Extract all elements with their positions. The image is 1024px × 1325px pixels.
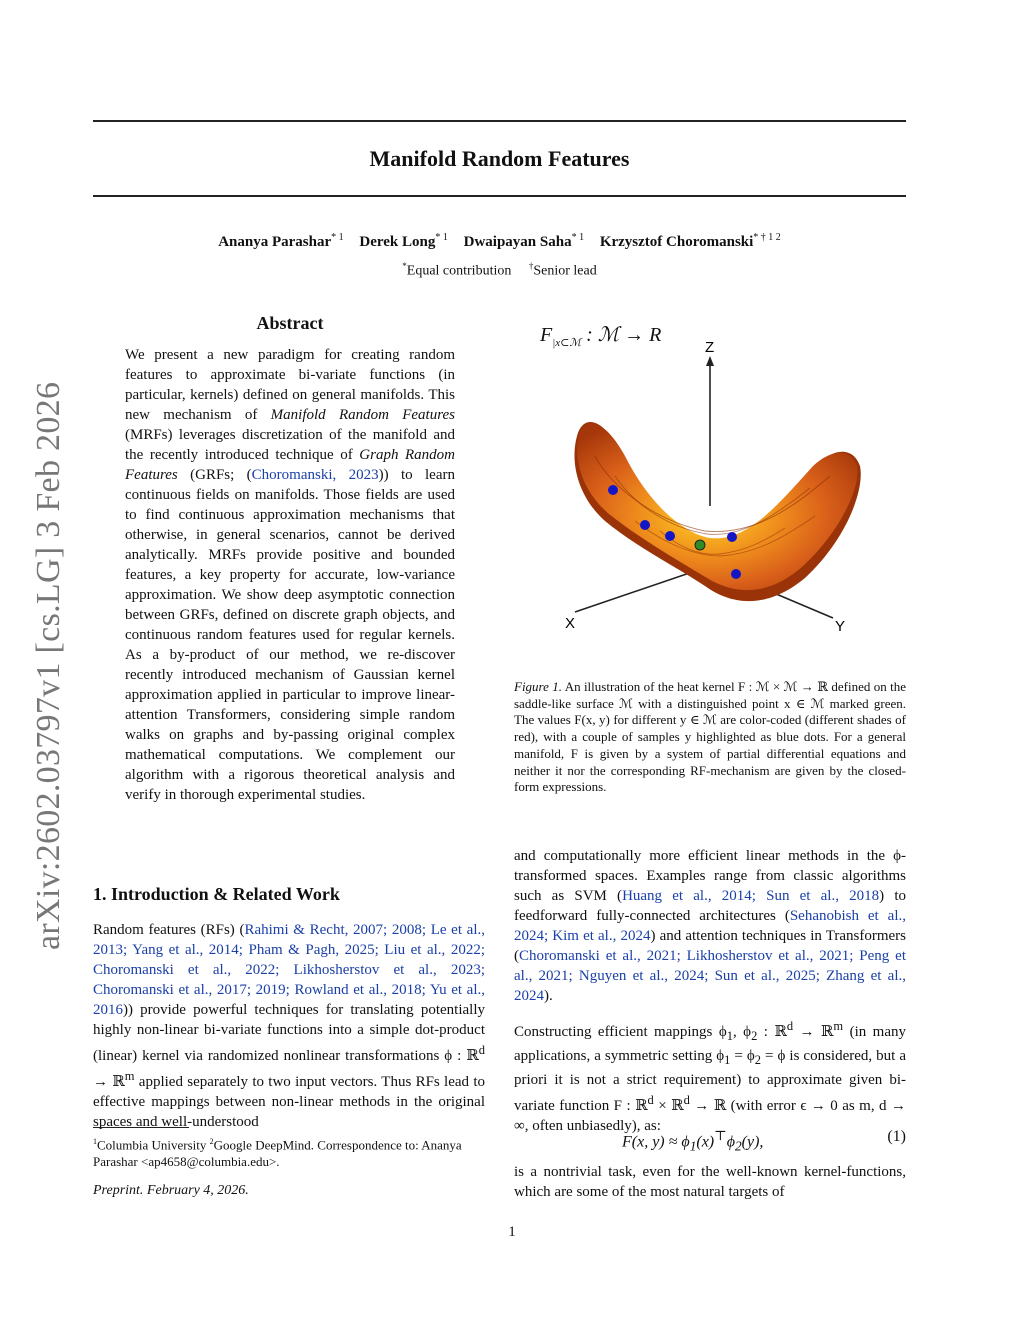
author-name: Derek Long — [359, 234, 436, 250]
author-list — [93, 232, 906, 251]
blue-sample-dot — [727, 532, 737, 542]
intro-paragraph — [93, 920, 485, 1132]
equal-contribution: Equal contribution — [406, 263, 512, 279]
right-paragraph-2: Constructing efficient mappings $\phi_1$, $\phi_2$ : ℝ$^d$ → ℝ$^m$ (in many applications, a symmetric setting $\phi_1 = \phi_2 = \phi$ is considered, but a priori it is not a strict requirement) to approximate given bi-variate function F : ℝ$^d$ × ℝ$^d$ → ℝ (with error ϵ → 0 as m, d → ∞, often unbiasedly), as: — [514, 1019, 906, 1134]
equation-body: F(x, $y) \approx \phi_1(x)^⊤\phi_2(y)$, — [622, 1128, 764, 1154]
abstract-part: )) to learn continuous fields on manifolds. Those fields are used to find continuous approximation mechanisms that otherwise, in general scenarios, cannot be derived analytically. MRFs provide positive and bounded features, a key property for accurate, low-variance approximation. We show deep asymptotic connection between GRFs, defined on discrete graph objects, and continuous random features used for regular kernels. As a by-product of our method, we re-discover recently introduced mechanism of Gaussian kernel approximation applied in particular to improve linear-attention Transformers, considering simple random walks on graphs and by-passing original complex mathematical computations. We complement our algorithm with a rigorous theoretical analysis and verify in thorough experimental studies. — [125, 467, 455, 803]
paper-title: Manifold Random Features — [369, 146, 630, 171]
citation-link[interactable]: Choromanski, 2023 — [251, 467, 379, 483]
citation-links[interactable]: Choromanski et al., 2021; Likhosherstov et al., 2021; Peng et al., 2021; Nguyen et al., 2024; Sun et al., 2025; Zhang et al., 2024 — [514, 948, 906, 1004]
right-paragraph-3: is a nontrivial task, even for the well-known kernel-functions, which are some of the most natural targets of — [514, 1164, 906, 1200]
abstract-part: We present a new paradigm for creating random features to approximate bi-variate functions (in particular, kernels) defined on general manifolds. This new mechanism of — [125, 347, 455, 423]
label-f: F — [540, 324, 553, 346]
preprint-note: Preprint. February 4, 2026. — [93, 1183, 249, 1198]
caption-text: An illustration of the heat kernel F : ℳ × ℳ → ℝ defined on the saddle-like surface ℳ with a distinguished point x ∈ ℳ marked green. The values F(x, y) for different y ∈ ℳ are color-coded (different shades of red), with a couple of samples y highlighted as blue dots. For a general manifold, F is given by a system of partial differential equations and neither it nor the corresponding RF-mechanism are given by the closed-form expressions. — [514, 679, 906, 795]
intro-part: Random features (RFs) ( — [93, 922, 245, 938]
intro-part: )) provide powerful techniques for translating potentially highly non-linear bi-variate functions into a simple dot-product (linear) kernel via randomized nonlinear transformations — [93, 1002, 485, 1064]
intro-part: applied separately to two input vectors. Thus RFs lead to effective mappings between non-linear methods in the original spaces and well-understood — [93, 1074, 485, 1130]
citation-links[interactable]: Rahimi & Recht, 2007; 2008; Le et al., 2013; Yang et al., 2014; Pham & Pagh, 2025; Liu et al., 2022; Choromanski et al., 2022; Likhosherstov et al., 2023; Choromanski et al., 2017; 2019; Rowland et al., 2018; Yu et al., 2016 — [93, 922, 485, 1018]
senior-lead: Senior lead — [533, 263, 597, 279]
axis-label-z: Z — [705, 339, 715, 356]
arxiv-stamp: arXiv:2602.03797v1 [cs.LG] 3 Feb 2026 — [30, 381, 67, 950]
axis-label-x: X — [565, 615, 576, 632]
affiliation-2: Google DeepMind. Correspondence to: Ananya Parashar <ap4658@columbia.edu>. — [93, 1137, 462, 1170]
label-sub: |x⊂ℳ — [552, 337, 582, 349]
top-rule — [93, 120, 906, 122]
text-part: ) to feedforward fully-connected architectures ( — [514, 888, 907, 924]
green-center-dot — [695, 540, 705, 550]
label-rest: : ℳ → R — [581, 324, 662, 346]
text-part: and computationally more efficient linear methods in the ϕ-transformed spaces. Examples range from classic algorithms such as SVM ( — [514, 848, 906, 904]
math-map: ϕ : ℝ$^d$ → ℝ$^m$ — [93, 1043, 485, 1090]
text-part: ). — [544, 988, 553, 1004]
author-name: Ananya Parashar — [218, 234, 332, 250]
blue-sample-dot — [608, 485, 618, 495]
abstract-heading: Abstract — [256, 313, 324, 333]
grf-term: Graph Random Features — [125, 447, 456, 483]
mrf-term: Manifold Random Features — [270, 407, 455, 423]
footnote-rule — [93, 1127, 189, 1128]
axis-label-y: Y — [835, 618, 846, 635]
text-part: ) and attention techniques in Transformers ( — [514, 928, 906, 964]
abstract-part: (GRFs; ( — [177, 467, 252, 483]
author-marks: * 1 — [571, 232, 585, 243]
z-arrow — [706, 356, 714, 366]
contribution-note: *Equal contribution †Senior lead — [402, 261, 597, 279]
blue-sample-dot — [665, 531, 675, 541]
caption-label: Figure 1. — [514, 679, 563, 694]
author-name: Krzysztof Choromanski — [599, 234, 754, 250]
blue-sample-dot — [640, 520, 650, 530]
footnote: $^1$Columbia University $^2$Google DeepMind. Correspondence to: Ananya Parashar <ap4658@columbia.edu>. — [93, 1137, 462, 1170]
section-heading: 1. Introduction & Related Work — [93, 884, 340, 904]
page-number: 1 — [508, 1224, 516, 1240]
blue-sample-dot — [731, 569, 741, 579]
abstract-text — [125, 345, 455, 805]
figure-caption — [514, 679, 906, 796]
author-marks: * 1 — [435, 232, 448, 243]
abstract-part: (MRFs) leverages discretization of the manifold and the recently introduced technique of — [125, 427, 455, 463]
right-paragraph-1 — [514, 846, 906, 1006]
equation-number: (1) — [887, 1128, 906, 1145]
author-name: Dwaipayan Saha — [463, 234, 572, 250]
saddle-figure — [515, 316, 895, 636]
title-bottom-rule — [93, 195, 906, 197]
author-marks: * 1 — [331, 232, 344, 243]
citation-links[interactable]: Sehanobish et al., 2024; Kim et al., 2024 — [514, 908, 906, 944]
citation-links[interactable]: Huang et al., 2014; Sun et al., 2018 — [622, 888, 880, 904]
affiliation-1: Columbia University — [97, 1137, 210, 1153]
author-marks: * † 1 2 — [753, 232, 781, 243]
